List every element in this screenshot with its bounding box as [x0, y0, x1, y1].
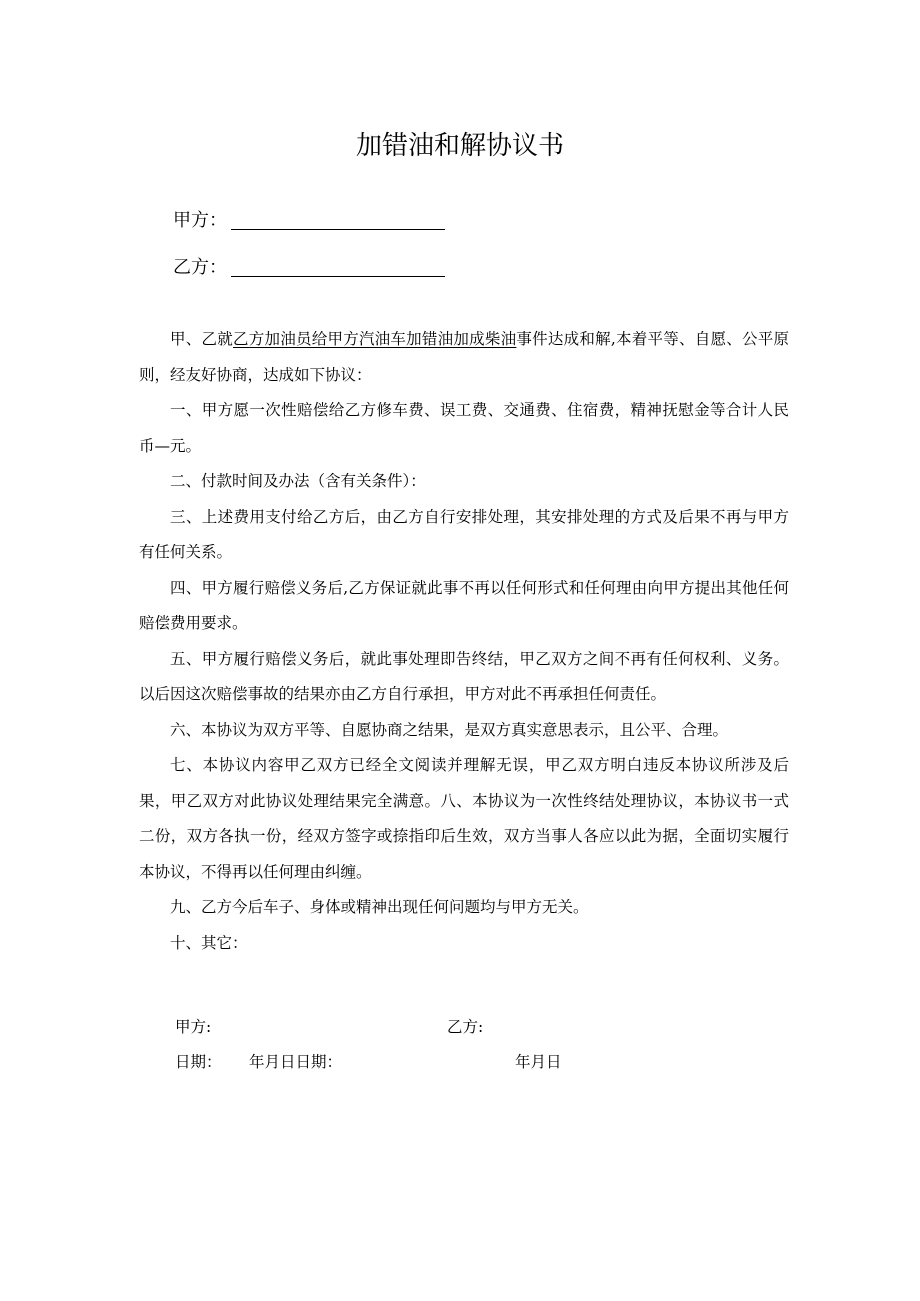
- incident-description: 乙方加油员给甲方汽油车加错油加成柴油: [232, 330, 517, 348]
- intro-paragraph: [139, 322, 789, 393]
- clause-7-8: 七、本协议内容甲乙双方已经全文阅读并理解无误，甲乙双方明白违反本协议所涉及后果，甲乙双方对此协议处理结果完全满意。八、本协议为一次性终结处理协议，本协议书一式二份，双方各执一份，经双方签字或捺指印后生效，双方当事人各应以此为据，全面切实履行本协议，不得再以任何理由纠缠。: [139, 756, 789, 881]
- document-title: 加错油和解协议书: [355, 131, 564, 161]
- clause-10: 十、其它：: [170, 933, 248, 952]
- party-b-label: 乙方：: [173, 257, 227, 278]
- clause-9: 九、乙方今后车子、身体或精神出现任何问题均与甲方无关。: [170, 898, 589, 916]
- clause-2: 二、付款时间及办法（含有关条件）：: [170, 472, 426, 490]
- party-a-label: 甲方：: [173, 210, 227, 231]
- clause-1: 一、甲方愿一次性赔偿给乙方修车费、误工费、交通费、住宿费，精神抚慰金等合计人民币—元。: [139, 401, 789, 455]
- intro-suffix: 事件达成和解,本着平等、自愿、公平原则，经友好协商，达成如下协议：: [139, 330, 789, 384]
- agreement-body: [139, 322, 789, 961]
- date-a-label: 日期：: [175, 1053, 222, 1071]
- party-a-line: [173, 209, 227, 233]
- intro-prefix: 甲、乙就: [170, 330, 233, 348]
- clause-4: 四、甲方履行赔偿义务后,乙方保证就此事不再以任何形式和任何理由向甲方提出其他任何赔偿费用要求。: [139, 578, 789, 632]
- date-a-value: 年月日日期：: [249, 1053, 343, 1071]
- signature-party-b: 乙方:: [447, 1018, 484, 1036]
- party-a-blank: [231, 229, 445, 230]
- signature-party-a: 甲方:: [175, 1018, 212, 1036]
- clause-3: 三、上述费用支付给乙方后，由乙方自行安排处理，其安排处理的方式及后果不再与甲方有任何关系。: [139, 507, 789, 561]
- party-b-blank: [231, 276, 445, 277]
- clause-5: 五、甲方履行赔偿义务后，就此事处理即告终结，甲乙双方之间不再有任何权利、义务。以后因这次赔偿事故的结果亦由乙方自行承担，甲方对此不再承担任何责任。: [139, 649, 789, 703]
- party-b-line: [173, 256, 227, 280]
- clause-6: 六、本协议为双方平等、自愿协商之结果，是双方真实意思表示，且公平、合理。: [170, 720, 729, 739]
- date-b-value: 年月日: [515, 1053, 562, 1071]
